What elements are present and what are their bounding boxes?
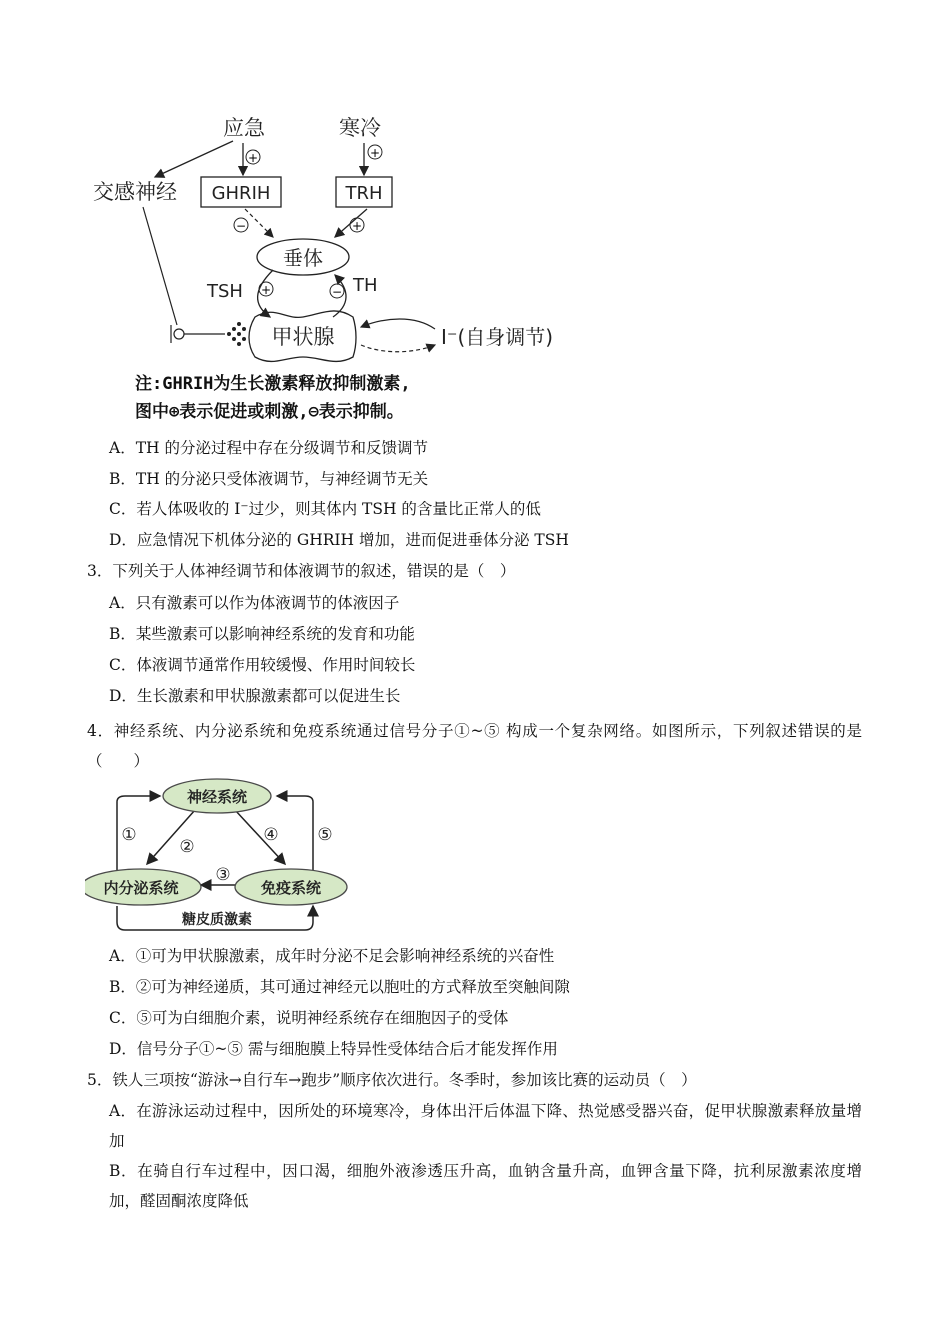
plus-sign: + bbox=[369, 146, 381, 160]
trh-label: TRH bbox=[345, 183, 383, 204]
endocrine-system-label: 内分泌系统 bbox=[103, 879, 179, 897]
signal-5-label: ⑤ bbox=[317, 825, 333, 845]
q3-option-b: B．某些激素可以影响神经系统的发育和功能 bbox=[109, 625, 415, 643]
iodine-label: I⁻(自身调节) bbox=[441, 325, 554, 349]
signal-4-label: ④ bbox=[263, 825, 279, 845]
minus-sign: − bbox=[331, 285, 343, 299]
q5-option-b: B．在骑自行车过程中，因口渴，细胞外液渗透压升高，血钠含量升高，血钾含量下降，抗利尿激素浓度增加，醛固酮浓度降低 bbox=[109, 1162, 862, 1210]
signal-3-label: ③ bbox=[215, 865, 231, 885]
q2-option-d: D．应急情况下机体分泌的 GHRIH 增加，进而促进垂体分泌 TSH bbox=[109, 531, 569, 549]
ghrih-label: GHRIH bbox=[211, 183, 271, 204]
q5-option-a: A．在游泳运动过程中，因所处的环境寒冷，身体出汗后体温下降、热觉感受器兴奋，促甲状腺激素释放量增加 bbox=[109, 1102, 862, 1150]
plus-sign: + bbox=[351, 219, 363, 233]
q4-option-b: B．②可为神经递质，其可通过神经元以胞吐的方式释放至突触间隙 bbox=[109, 978, 570, 996]
pituitary-label: 垂体 bbox=[283, 246, 323, 270]
emergency-label: 应急 bbox=[223, 116, 265, 140]
cortisol-label: 糖皮质激素 bbox=[182, 912, 252, 928]
q4-option-d: D．信号分子①~⑤ 需与细胞膜上特异性受体结合后才能发挥作用 bbox=[109, 1040, 558, 1058]
thyroid-label: 甲状腺 bbox=[271, 325, 335, 349]
q3-option-a: A．只有激素可以作为体液调节的体液因子 bbox=[109, 594, 400, 612]
q5-stem: 5．铁人三项按“游泳→自行车→跑步”顺序依次进行。冬季时，参加该比赛的运动员（ ） bbox=[87, 1071, 697, 1089]
note-line-1: 注:GHRIH为生长激素释放抑制激素, bbox=[135, 374, 411, 394]
q2-option-a: A．TH 的分泌过程中存在分级调节和反馈调节 bbox=[109, 439, 428, 457]
q3-stem: 3．下列关于人体神经调节和体液调节的叙述，错误的是（ ） bbox=[87, 562, 516, 580]
signal-2-label: ② bbox=[179, 837, 195, 857]
note-line-2: 图中⊕表示促进或刺激,⊖表示抑制。 bbox=[135, 402, 404, 422]
immune-system-label: 免疫系统 bbox=[260, 879, 322, 897]
plus-sign: + bbox=[247, 151, 259, 165]
q3-option-c: C．体液调节通常作用较缓慢、作用时间较长 bbox=[109, 656, 416, 674]
q4-option-a: A．①可为甲状腺激素，成年时分泌不足会影响神经系统的兴奋性 bbox=[109, 947, 555, 965]
signal-1-label: ① bbox=[121, 825, 137, 845]
sympathetic-label: 交感神经 bbox=[93, 180, 177, 204]
thyroid-regulation-diagram bbox=[85, 105, 595, 375]
q3-option-d: D．生长激素和甲状腺激素都可以促进生长 bbox=[109, 687, 401, 705]
q4-option-c: C．⑤可为白细胞介素，说明神经系统存在细胞因子的受体 bbox=[109, 1009, 509, 1027]
tsh-label: TSH bbox=[207, 281, 243, 302]
system-network-diagram bbox=[85, 772, 365, 937]
cold-label: 寒冷 bbox=[339, 116, 381, 140]
plus-sign: + bbox=[260, 283, 272, 297]
nervous-system-label: 神经系统 bbox=[186, 788, 248, 806]
q2-option-c: C．若人体吸收的 I⁻过少，则其体内 TSH 的含量比正常人的低 bbox=[109, 500, 541, 518]
th-label: TH bbox=[353, 275, 378, 296]
q4-stem: 4．神经系统、内分泌系统和免疫系统通过信号分子①~⑤ 构成一个复杂网络。如图所示，下列叙述错误的是（ ） bbox=[87, 722, 862, 770]
synapse-dots bbox=[227, 322, 246, 346]
q2-option-b: B．TH 的分泌只受体液调节，与神经调节无关 bbox=[109, 470, 429, 488]
minus-sign: − bbox=[235, 219, 247, 233]
